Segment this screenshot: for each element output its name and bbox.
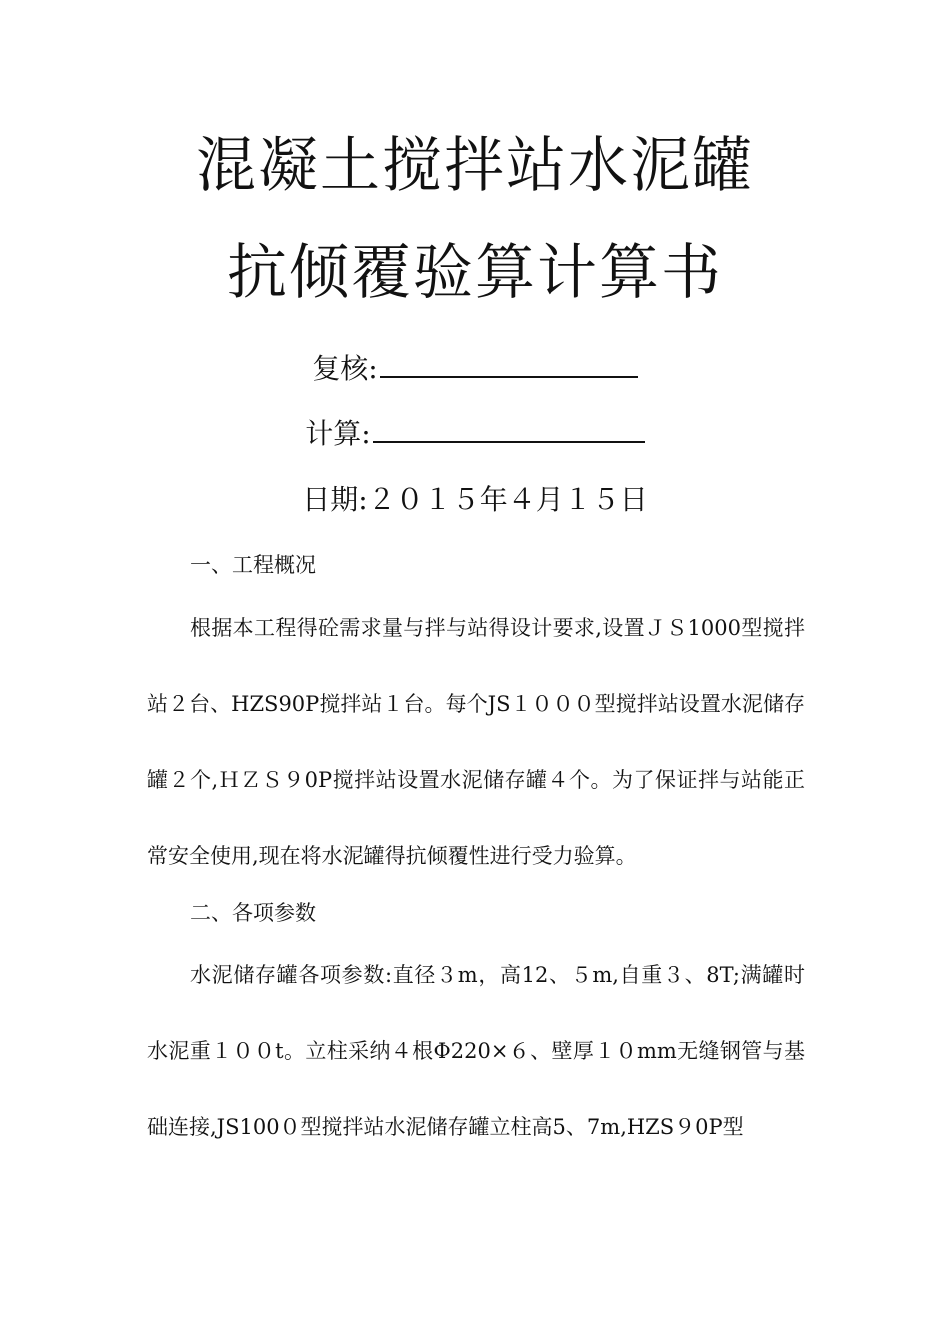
section-heading-overview: 一、工程概况 [190,553,316,577]
review-label: 复核: [312,352,378,385]
review-signature-blank [380,348,638,378]
document-date: 日期:２０１５年４月１５日 [302,483,648,516]
review-signature-line [0,348,950,389]
section-overview-body [147,590,805,894]
section-heading-parameters: 二、各项参数 [190,901,316,925]
paragraph: 根据本工程得砼需求量与拌与站得设计要求,设置ＪＳ1000型搅拌站２台、HZS90P搅拌站１台。每个JS１０００型搅拌站设置水泥储存罐２个,ＨＺＳ９0P搅拌站设置水泥储存罐４个。为了保证拌与站能正常安全使用,现在将水泥罐得抗倾覆性进行受力验算。 [147,616,805,868]
paragraph: 水泥储存罐各项参数:直径３m，高12、５m,自重３、8T;满罐时水泥重１００t。立柱采纳４根Φ220×６、壁厚１０mm无缝钢管与基础连接,JS100０型搅拌站水泥储存罐立柱高5、7m,HZS９0P型 [147,963,805,1139]
calculation-signature-blank [373,413,645,443]
section-parameters-body [147,937,805,1165]
document-title-line-2: 抗倾覆验算计算书 [227,238,723,308]
calculation-label: 计算: [305,417,371,450]
calculation-signature-line [0,413,950,454]
document-title-line-1: 混凝土搅拌站水泥罐 [196,131,754,201]
